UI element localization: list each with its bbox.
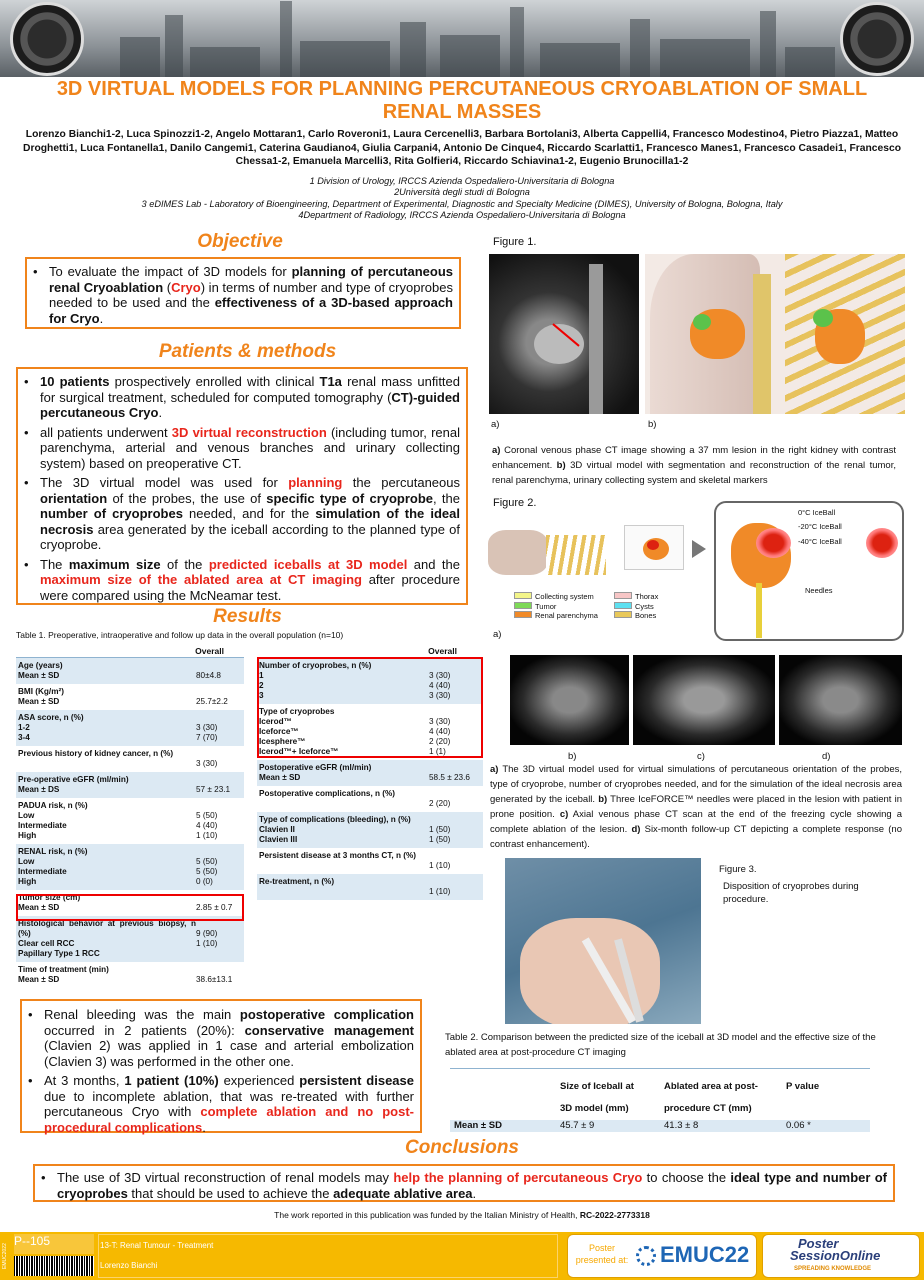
- table1-header-left: Overall: [16, 646, 244, 658]
- table1-row: [16, 746, 244, 772]
- table2-v2: 41.3 ± 8: [664, 1120, 699, 1131]
- figure2a-label: a): [493, 629, 502, 640]
- table1-row-label: Postoperative eGFR (ml/min) Mean ± SD: [259, 763, 372, 782]
- table1-row-value: 3 (30): [196, 759, 218, 768]
- table2-row-label: Mean ± SD: [454, 1120, 502, 1131]
- table1-row: [16, 844, 244, 890]
- highlight-tumor-size: [16, 894, 244, 921]
- table1-row: [257, 848, 483, 874]
- figure1-caption: a) Coronal venous phase CT image showing a 37 mm lesion in the right kidney with contrast enhancement. b) 3D virtual model with segmentation and reconstruction of the renal tumor, renal parenchyma, urinary collecting system and skeletal markers: [492, 445, 896, 486]
- figure2b-ct: [510, 655, 629, 745]
- figure2a-kidney-thumbnail: [624, 525, 684, 570]
- table1-row-label: Type of cryoprobes Icerod™ Iceforce™ Icesphere™ Icerod™+ Iceforce™: [259, 707, 339, 756]
- methods-heading: Patients & methods: [158, 341, 337, 362]
- table1-row-value: 38.6±13.1: [196, 975, 233, 984]
- figure2-legend-right: Thorax Cysts Bones: [614, 592, 658, 621]
- objective-heading: Objective: [197, 231, 283, 252]
- table1-row-value: 25.7±2.2: [196, 697, 228, 706]
- affiliations: 1 Division of Urology, IRCCS Azienda Ospedaliero-Universitaria di Bologna 2Università degli studi di Bologna 3 eDIMES Lab - Laboratory of Bioengineering, Department of Experimental, Diagnostic and Specialty Medicine (DIMES), University of Bologna, Bologna, Italy 4Department of Radiology, IRCCS Azienda Ospedaliero-Universitaria di Bologna: [141, 176, 783, 220]
- needles-label: Needles: [805, 586, 833, 595]
- table1-row: [16, 684, 244, 710]
- table1-row-label: Number of cryoprobes, n (%) 1 2 3: [259, 661, 372, 700]
- footer-pso3: SPREADING KNOWLEDGE: [794, 1266, 872, 1272]
- table1-row-label: Histological behavior at previous biopsy, n (%) Clear cell RCC Papillary Type 1 RCC: [18, 919, 196, 958]
- footer-emuc: EMUC22: [660, 1242, 750, 1267]
- table1-row-value: 5 (50) 5 (50) 0 (0): [196, 857, 218, 886]
- figure2d-label: d): [822, 751, 831, 762]
- table1-left: [16, 646, 244, 988]
- methods-box: • 10 patients prospectively enrolled with clinical T1a renal mass unfitted for surgical treatment, scheduled for computed tomography (CT)-guided percutaneous Cryo. • all patients underwent 3D virtual reconstruction (including tumor, renal parenchyma, arterial and venous branches and urinary collecting system) based on preoperative CT. • The 3D virtual model was used for planning the percutaneous orientation of the probes, the use of specific type of cryoprobe, the number of cryoprobes needed, and for the simulation of the ideal necrosis area generated by the iceball according to the planned type of cryoprobe. • The maximum size of the predicted iceballs at 3D model and the maximum size of the ablated area at CT imaging after procedure were compared using the McNeamar test.: [16, 367, 468, 605]
- figure2a-3d-models: [488, 525, 608, 583]
- table2-col1b: 3D model (mm): [560, 1103, 629, 1114]
- iceball-label-40: -40°C IceBall: [798, 537, 842, 546]
- figure2-legend-left: Collecting system Tumor Renal parenchyma: [514, 592, 598, 621]
- funding-note: The work reported in this publication was funded by the Italian Ministry of Health, RC-2022-2773318: [274, 1210, 650, 1220]
- figure1b-label: b): [648, 419, 657, 430]
- table1-row-value: 3 (30) 4 (40) 3 (30): [429, 671, 451, 700]
- footer-topic: 13-T: Renal Tumour - Treatment: [100, 1241, 214, 1250]
- table1-row: [16, 962, 244, 988]
- table1-row: [16, 772, 244, 798]
- table1-row: [16, 710, 244, 746]
- iceball-label-0: 0°C IceBall: [798, 508, 836, 517]
- figure3-caption: Disposition of cryoprobes during procedure.: [723, 881, 859, 905]
- iceball-label-20: -20°C IceBall: [798, 522, 842, 531]
- table1-row: [16, 658, 244, 684]
- figure1a-ct-image: [489, 254, 639, 414]
- figure1b-3d-model: [645, 254, 905, 414]
- table1-row-label: Persistent disease at 3 months CT, n (%): [259, 851, 416, 860]
- figure3-photo: [505, 858, 701, 1024]
- figure3-label: Figure 3.: [719, 864, 757, 875]
- header-banner: [0, 0, 924, 77]
- footer-pso2: SessionOnline: [790, 1248, 881, 1263]
- table2: [450, 1068, 870, 1131]
- table1-row: [257, 760, 483, 786]
- table1-row-value: 1 (50) 1 (50): [429, 825, 451, 844]
- table1-row-label: Time of treatment (min) Mean ± SD: [18, 965, 109, 984]
- table2-col1a: Size of Iceball at: [560, 1081, 634, 1092]
- table1-row: [257, 786, 483, 812]
- table1-row-value: 58.5 ± 23.6: [429, 773, 470, 782]
- table1-row-label: ASA score, n (%) 1-2 3-4: [18, 713, 84, 742]
- table1-row-label: PADUA risk, n (%) Low Intermediate High: [18, 801, 88, 840]
- legend-swatch-cysts: [614, 602, 632, 609]
- table1-row-label: Re-treatment, n (%): [259, 877, 335, 886]
- table2-v3: 0.06 *: [786, 1120, 811, 1131]
- table1-caption: Table 1. Preoperative, intraoperative and follow up data in the overall population (n=10): [16, 630, 344, 640]
- legend-swatch-parenchyma: [514, 611, 532, 618]
- footer-pso1: Poster: [798, 1236, 839, 1251]
- table1-row-value: 3 (30) 4 (40) 2 (20) 1 (1): [429, 717, 451, 756]
- table1-row-value: 2.85 ± 0.7: [196, 903, 233, 912]
- footer-author: Lorenzo Bianchi: [100, 1261, 158, 1270]
- table1-row-value: 3 (30) 7 (70): [196, 723, 218, 742]
- figure1-label: Figure 1.: [493, 236, 537, 248]
- footer-poster-code: P--105: [14, 1234, 94, 1254]
- table1-row-label: Type of complications (bleeding), n (%) Clavien II Clavien III: [259, 815, 411, 844]
- table2-col2a: Ablated area at post-: [664, 1081, 758, 1092]
- footer-bar: [0, 1232, 924, 1280]
- table2-caption: Table 2. Comparison between the predicted size of the iceball at 3D model and the effective size of the ablated area at post-procedure CT imaging: [445, 1032, 876, 1058]
- legend-swatch-bones: [614, 611, 632, 618]
- author-list: Lorenzo Bianchi1-2, Luca Spinozzi1-2, Angelo Mottaran1, Carlo Roveroni1, Laura Cercenelli3, Barbara Bortolani3, Alberta Cappelli4, Francesco Modestino4, Pietro Piazza1, Matteo Droghetti1, Luca Fontanella1, Danilo Cangemi1, Caterina Gaudiano4, Giulia Carpani4, Antonio De Cinque4, Riccardo Scarlatti1, Francesco Manes1, Francesco Casadei1, Francesco Chessa1-2, Emanuela Marcelli3, Rita Golfieri4, Riccardo Schiavina1-2, Eugenio Brunocilla1-2: [23, 129, 901, 168]
- table1-row-label: Postoperative complications, n (%): [259, 789, 396, 798]
- highlight-cryoprobes: [257, 657, 483, 758]
- figure2-label: Figure 2.: [493, 497, 537, 509]
- table1-header-right: Overall: [257, 646, 483, 658]
- table1-row-label: BMI (Kg/m²) Mean ± SD: [18, 687, 64, 706]
- figure2-caption: a) The 3D virtual model used for virtual simulations of percutaneous orientation of the probes, type of cryoprobe, number of cryoprobes needed, and for the simulation of the ideal necrosis area generated by the iceball. b) Three IceFORCE™ needles were placed in the lesion with patient in prone position. c) Axial venous phase CT scan at the end of the freezing cycle showing a complete ablation of the lesion. d) Six-month follow-up CT depicting a complete response (no contrast enhancement).: [490, 764, 902, 850]
- table1-row: [16, 798, 244, 844]
- table1-row: [257, 812, 483, 848]
- legend-swatch-tumor: [514, 602, 532, 609]
- poster-title: 3D VIRTUAL MODELS FOR PLANNING PERCUTANEOUS CRYOABLATION OF SMALL RENAL MASSES: [56, 78, 868, 123]
- emuc-logo-icon: [636, 1246, 656, 1266]
- table1-row-value: 2 (20): [429, 799, 451, 808]
- table1-row: [257, 874, 483, 900]
- table1-row-value: 9 (90) 1 (10): [196, 929, 218, 948]
- figure2b-label: b): [568, 751, 577, 762]
- conclusions-box: • The use of 3D virtual reconstruction of renal models may help the planning of percutaneous Cryo to choose the ideal type and number of cryoprobes that should be used to achieve the adequate ablative area.: [33, 1164, 895, 1202]
- results-heading: Results: [213, 606, 282, 627]
- table1-row-value: 1 (10): [429, 861, 451, 870]
- university-seal-left: [10, 2, 84, 76]
- table1-row-label: RENAL risk, n (%) Low Intermediate High: [18, 847, 88, 886]
- footer-side-label: EMUC2022: [2, 1243, 8, 1269]
- figure2c-ct: [633, 655, 775, 745]
- table2-col2b: procedure CT (mm): [664, 1103, 752, 1114]
- university-seal-right: [840, 2, 914, 76]
- table1-row-value: 5 (50) 4 (40) 1 (10): [196, 811, 218, 840]
- table1-row-value: 80±4.8: [196, 671, 221, 680]
- table1-row-value: 1 (10): [429, 887, 451, 896]
- results-box: • Renal bleeding was the main postoperative complication occurred in 2 patients (20%): conservative management (Clavien 2) was applied in 1 case and arterial embolization (Clavien 3) was performed in the other one. • At 3 months, 1 patient (10%) experienced persistent disease due to incomplete ablation, that was re-treated with further percutaneous Cryo with complete ablation and no post-procedural complications.: [20, 999, 422, 1133]
- table1-row-value: 57 ± 23.1: [196, 785, 231, 794]
- table1-row: [16, 916, 244, 962]
- figure1a-label: a): [491, 419, 500, 430]
- arrow-right-icon: [692, 540, 706, 558]
- objective-box: • To evaluate the impact of 3D models for planning of percutaneous renal Cryoablation (Cryo) in terms of number and type of cryoprobes needed to be used and the effectiveness of a 3D-based approach for Cryo.: [25, 257, 461, 329]
- conclusions-heading: Conclusions: [404, 1137, 519, 1158]
- barcode: [14, 1256, 94, 1276]
- legend-swatch-thorax: [614, 592, 632, 599]
- figure2c-label: c): [697, 751, 705, 762]
- table1-row-label: Age (years) Mean ± SD: [18, 661, 63, 680]
- footer-presented: Poster presented at:: [575, 1243, 629, 1265]
- table1-row-label: Previous history of kidney cancer, n (%): [18, 749, 174, 758]
- table2-v1: 45.7 ± 9: [560, 1120, 595, 1131]
- figure2d-ct: [779, 655, 902, 745]
- table1-row-label: Pre-operative eGFR (ml/min) Mean ± DS: [18, 775, 129, 794]
- legend-swatch-collecting: [514, 592, 532, 599]
- table2-col3: P value: [786, 1081, 820, 1092]
- table1-row-label: Tumor size (cm) Mean ± SD: [18, 893, 81, 912]
